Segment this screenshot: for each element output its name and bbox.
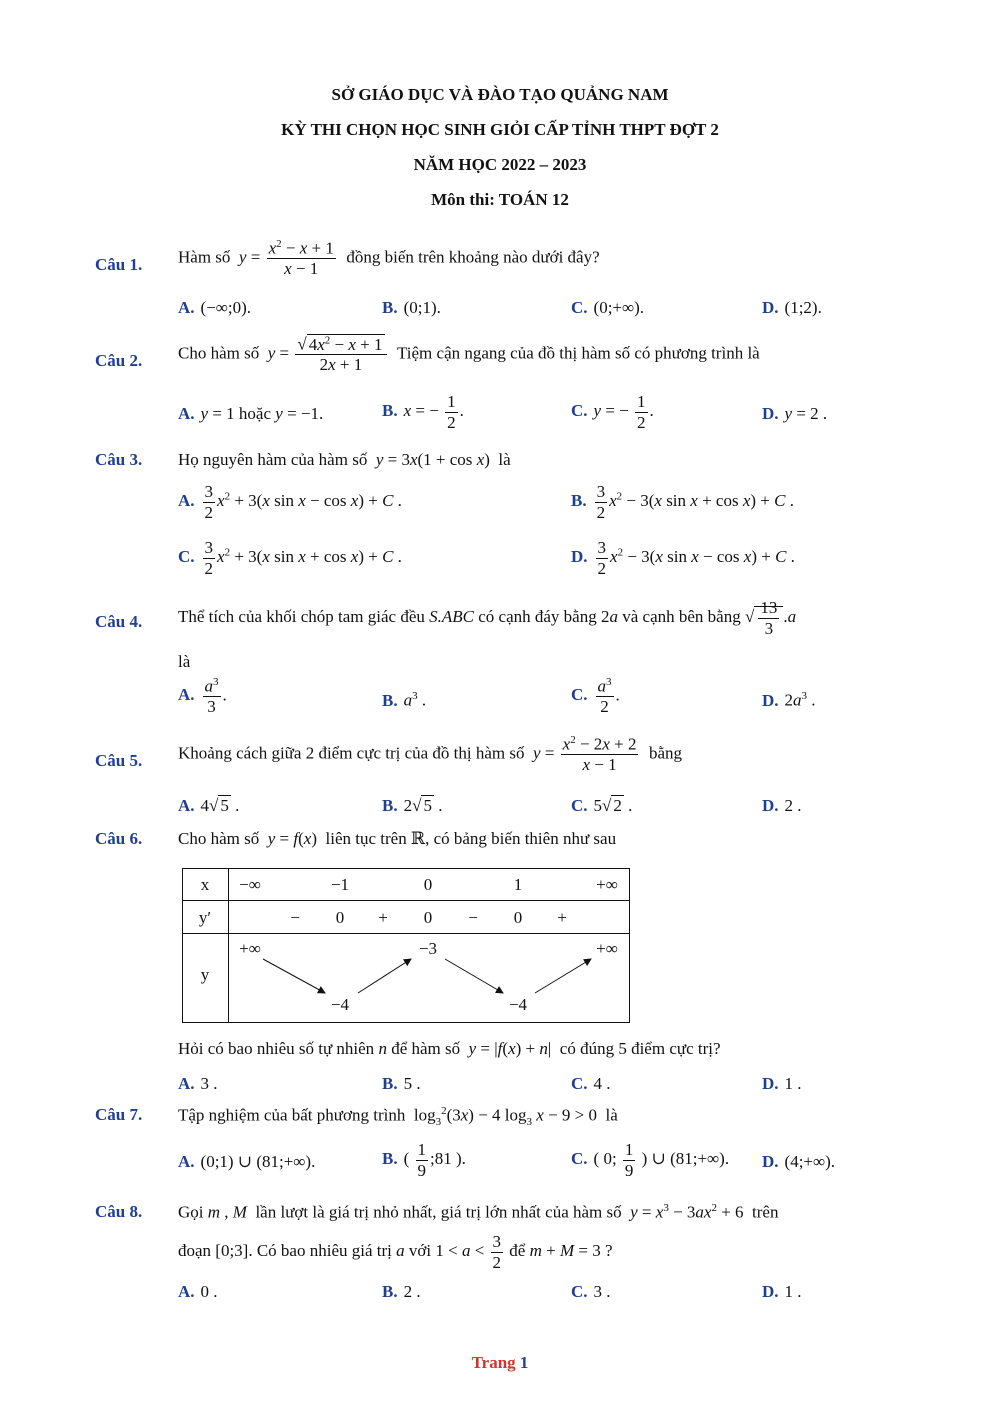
question-3-option-a[interactable]: A. $\frac{3}{2}$ $x^2 + 3(x$ sin x − cos x) + C . (178, 482, 402, 522)
vt-sign: + (378, 908, 388, 927)
question-2-option-a[interactable]: A. y = 1 hoặc y = −1. (178, 404, 324, 423)
question-4-option-a[interactable]: A. $\frac{a^3}{3}$ . (178, 676, 227, 717)
question-7-option-d[interactable]: D. (4;+∞). (762, 1152, 836, 1171)
question-3-text: Họ nguyên hàm của hàm số y = 3x(1 + cos x) là (178, 450, 511, 469)
vt-row-label-x: x (200, 875, 210, 894)
question-6-option-b[interactable]: B. 5 . (382, 1074, 421, 1093)
question-1-option-a[interactable]: A. (−∞;0). (178, 298, 252, 317)
question-8-option-b[interactable]: B. 2 . (382, 1282, 421, 1301)
vt-y-value: −3 (418, 939, 438, 958)
vt-arrow-down (445, 959, 503, 993)
header-line-4: Môn thi: TOÁN 12 (431, 190, 569, 209)
vt-y-value: +∞ (596, 939, 618, 958)
vt-arrow-up (358, 959, 411, 993)
vt-arrow-down (263, 959, 325, 993)
question-4-option-d[interactable]: D. $2a^3$ . (762, 690, 816, 710)
vt-x-value: +∞ (596, 875, 618, 894)
question-5-label: Câu 5. (95, 751, 143, 770)
question-4-option-b[interactable]: B. $a^3$ . (382, 690, 427, 710)
vt-y-value: −4 (330, 995, 350, 1014)
question-4-option-c[interactable]: C. $\frac{a^3}{2}$ . (571, 676, 620, 717)
question-1-option-c[interactable]: C. (0;+∞). (571, 298, 645, 317)
question-1-option-b[interactable]: B. (0;1). (382, 298, 441, 317)
vt-arrow-up (535, 959, 591, 993)
question-6-option-d[interactable]: D. 1 . (762, 1074, 802, 1093)
question-8-text-2: đoạn [0;3]. Có bao nhiêu giá trị a với 1 < a < $\frac{3}{2}$ để m + M = 3 ? (178, 1232, 613, 1272)
question-8-option-d[interactable]: D. 1 . (762, 1282, 802, 1301)
question-7-option-b[interactable]: B. ( $\frac{1}{9}$ ;81 ). (382, 1140, 466, 1180)
question-1-label: Câu 1. (95, 255, 143, 274)
question-8-option-a[interactable]: A. 0 . (178, 1282, 218, 1301)
question-2-label: Câu 2. (95, 351, 143, 370)
question-5-option-a[interactable]: A. 4√ 5 . (178, 796, 240, 815)
vt-x-value: −1 (330, 875, 350, 894)
question-7-option-a[interactable]: A. (0;1) ∪ (81;+∞). (178, 1152, 316, 1171)
question-8-text: Gọi m , M lần lượt là giá trị nhỏ nhất, giá trị lớn nhất của hàm số $y = x^3 - 3ax^2 + 6$ trên (178, 1202, 779, 1222)
page-word: Trang (471, 1353, 516, 1372)
question-7-option-c[interactable]: C. ( 0; $\frac{1}{9}$ ) ∪ (81;+∞). (571, 1140, 730, 1180)
vt-sign: 0 (513, 908, 523, 927)
question-1-text: Hàm số y = $\frac{x^2 - x + 1}{x - 1}$ đồng biến trên khoảng nào dưới đây? (178, 238, 600, 279)
vt-sign: 0 (335, 908, 345, 927)
vt-x-value: −∞ (239, 875, 261, 894)
page-number: 1 (519, 1353, 529, 1372)
question-8-option-c[interactable]: C. 3 . (571, 1282, 611, 1301)
question-7-label: Câu 7. (95, 1105, 143, 1124)
question-5-option-b[interactable]: B. 2√ 5 . (382, 796, 443, 815)
question-4-text-end: là (178, 652, 191, 671)
vt-row-label-yprime: y′ (198, 908, 212, 927)
question-3-option-b[interactable]: B. $\frac{3}{2}$ $x^2 - 3(x$ sin x + cos x) + C . (571, 482, 794, 522)
question-6-option-a[interactable]: A. 3 . (178, 1074, 218, 1093)
vt-sign: − (290, 908, 300, 927)
page-footer (0, 1353, 1000, 1373)
vt-x-value: 0 (423, 875, 433, 894)
question-3-option-d[interactable]: D. $\frac{3}{2}$ $x^2 - 3(x$ sin x − cos x) + C . (571, 538, 795, 578)
vt-sign: − (468, 908, 478, 927)
vt-sign: + (557, 908, 567, 927)
question-5-option-d[interactable]: D. 2 . (762, 796, 802, 815)
question-4-text: Thể tích của khối chóp tam giác đều S.ABC có cạnh đáy bằng 2a và cạnh bên bằng √ $\frac{13}{3}$ .a (178, 598, 797, 638)
vt-y-value: −4 (508, 995, 528, 1014)
question-4-label: Câu 4. (95, 612, 143, 631)
vt-row-label-y: y (200, 965, 210, 984)
question-6-text: Cho hàm số y = f(x) liên tục trên ℝ, có bảng biến thiên như sau (178, 829, 617, 848)
question-8-label: Câu 8. (95, 1202, 143, 1221)
question-2-text: Cho hàm số y = $\frac{√ 4x^2 - x + 1}{2x + 1}$ Tiệm cận ngang của đồ thị hàm số có phương trình là (178, 334, 760, 375)
question-2-option-b[interactable]: B. x = − $\frac{1}{2}$ . (382, 392, 464, 432)
header-line-3: NĂM HỌC 2022 – 2023 (413, 155, 587, 174)
question-3-option-c[interactable]: C. $\frac{3}{2}$ $x^2 + 3(x$ sin x + cos x) + C . (178, 538, 402, 578)
question-3-label: Câu 3. (95, 450, 143, 469)
header-line-2: KỲ THI CHỌN HỌC SINH GIỎI CẤP TỈNH THPT ĐỢT 2 (281, 120, 719, 139)
question-1-option-d[interactable]: D. (1;2). (762, 298, 822, 317)
question-6-question: Hỏi có bao nhiêu số tự nhiên n để hàm số y = |f(x) + n| có đúng 5 điểm cực trị? (178, 1039, 721, 1058)
vt-y-value: +∞ (239, 939, 261, 958)
question-5-option-c[interactable]: C. 5√ 2 . (571, 796, 633, 815)
question-5-text: Khoảng cách giữa 2 điểm cực trị của đồ thị hàm số y = $\frac{x^2 - 2x + 2}{x - 1}$ bằng (178, 734, 682, 775)
question-6-option-c[interactable]: C. 4 . (571, 1074, 611, 1093)
question-6-label: Câu 6. (95, 829, 143, 848)
question-2-option-d[interactable]: D. y = 2 . (762, 404, 828, 423)
question-2-option-c[interactable]: C. y = − $\frac{1}{2}$ . (571, 392, 654, 432)
question-7-text: Tập nghiệm của bất phương trình $\log_3^2(3x) - 4$ $\log_3 x - 9 > 0$ là (178, 1105, 618, 1129)
vt-x-value: 1 (513, 875, 523, 894)
variation-table (182, 868, 630, 1023)
vt-sign: 0 (423, 908, 433, 927)
vt-arrows (183, 869, 629, 1022)
header-line-1: SỞ GIÁO DỤC VÀ ĐÀO TẠO QUẢNG NAM (331, 85, 669, 104)
